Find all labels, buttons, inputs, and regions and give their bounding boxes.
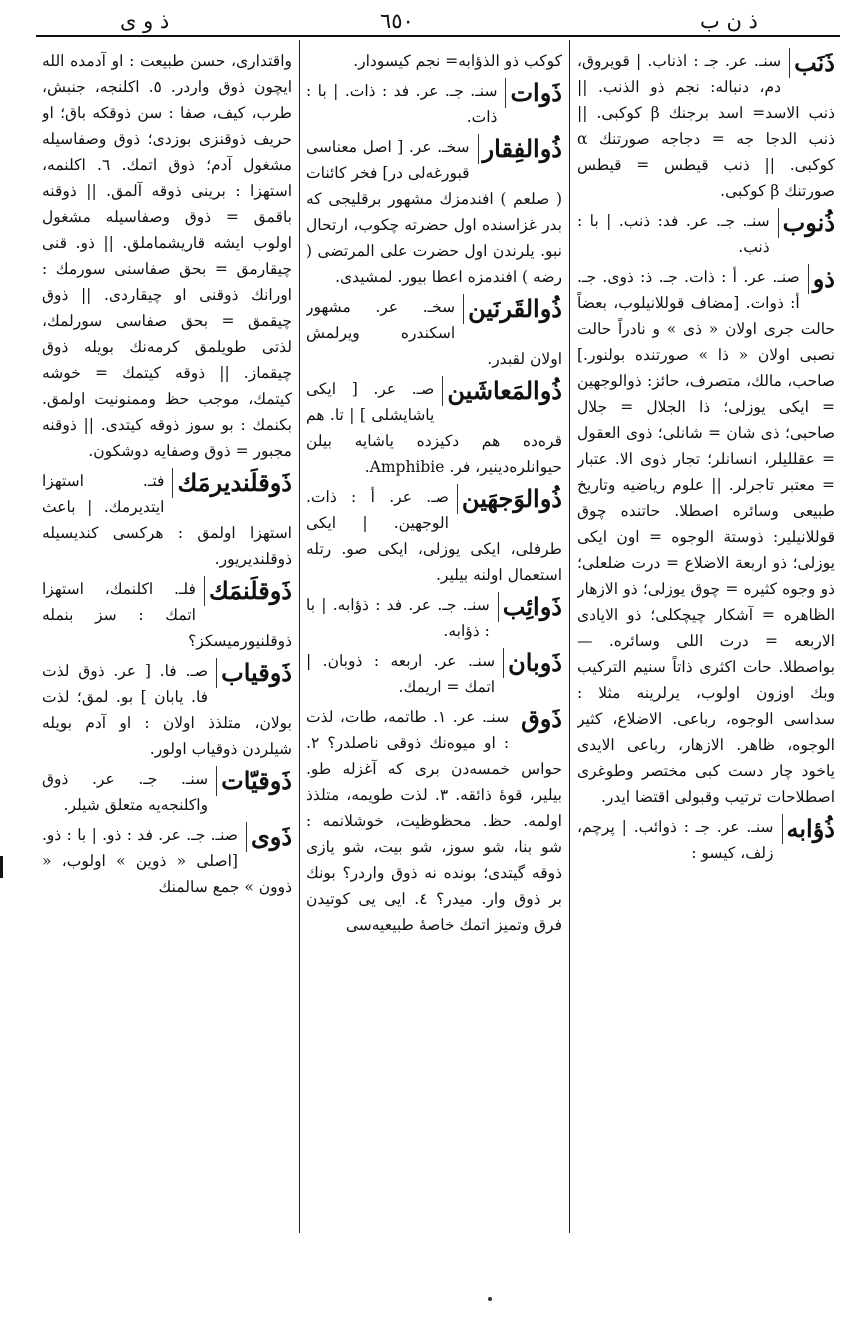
- entry-definition: سنـ. جـ. عر. فد : ذؤابه. | با : ذؤابه.: [306, 596, 490, 640]
- entry-definition: سنـ. جـ. عر. فد: ذنب. | با : ذنب.: [577, 212, 770, 256]
- header-rule: [36, 35, 840, 37]
- dictionary-entry: [306, 648, 562, 700]
- entry-headword: ذَوی: [246, 822, 292, 852]
- dictionary-entry: [577, 264, 835, 810]
- entry-headword: ذُوالفِقار: [478, 134, 562, 164]
- column-right: [577, 48, 835, 1228]
- dictionary-entry: [306, 78, 562, 130]
- entry-definition: صـ. عر. أ : ذات. الوجهین. | ایكی طرفلی، ایكی یوزلی، ایكی صو. رتله استعمال اولنه بیلیر.: [306, 488, 562, 584]
- dictionary-entry: [42, 658, 292, 762]
- entry-headword: ذُوالمَعاشَین: [442, 376, 562, 406]
- entry-headword: ذُوالقَرنَین: [463, 294, 562, 324]
- entry-definition: فلـ. اكلنمك، استهزا اتمك : سز بنمله ذوقلنیورمیسكز؟: [42, 580, 292, 650]
- dictionary-entry: [577, 814, 835, 866]
- entry-headword: ذَوق: [521, 704, 562, 733]
- entry-definition: كوكب ذو الذؤابه= نجم كیسودار.: [353, 52, 562, 70]
- running-header-right: ذ ن ب: [700, 9, 758, 33]
- entry-definition: سنـ. جـ. عر. ذوق واكلنجه‌یه متعلق شیلر.: [42, 770, 209, 814]
- entry-definition: سخـ. عر. مشهور اسكندره ویرلمش اولان لقبدر.: [306, 298, 562, 368]
- entry-headword: ذَوبان: [503, 648, 562, 678]
- column-divider-right: [569, 40, 570, 1233]
- entry-definition: واقتداری، حسن طبیعت : او آدمده الله ایچون ذوق واردر. ٥. اكلنجه، جنبش، طرب، كیف، صفا : سن ذوقكه باق؛ او حریف ذوقنزی بوزدی؛ ذوق وصفاسیله مشغول آدم؛ ذوق اتمك. ٦. اكلنمه، استهزا : برینی ذوقه آلمق. || ذوقنه باقمق = ذوق وصفاسیله مشغول اولوب ایشه قاریشماملق. || ذو. قنی چیقارمق = بحق صفاسنی سورمك : اورانك ذوقنی او چیقاردی. || ذوق چیقمق = بحق صفاسی سورلمك، لذتی طویلمق كرمه‌نك بویله ذوق چیقماز. || ذوقه كیتمك = خوشه كیتمك، موجب حظ وممنونیت اولمق. بكنمك : بو سوز ذوقه كیتدی. || ذوقنه مجبور = ذوق وصفایه دوشكون.: [42, 52, 292, 460]
- entry-definition: سنـ. عر. جـ : اذناب. | قویروق، دم، دنباله: نجم ذو الذنب. || ذنب الاسد= اسد برجنك β كوكبی. || ذنب الدجا جه = دجاجه صورتنك α كوكبی. || ذنب قیطس = قیطس صورتنك β كوكبی.: [577, 52, 835, 200]
- entry-headword: ذُؤابه: [782, 814, 836, 844]
- entry-headword: ذَوات: [505, 78, 562, 108]
- footer-dot: [488, 1297, 492, 1301]
- entry-headword: ذَوائِب: [498, 592, 562, 622]
- entry-headword: ذَوقیّات: [216, 766, 292, 796]
- entry-headword: ذَوقیاب: [216, 658, 292, 688]
- dictionary-entry: [306, 704, 562, 938]
- entry-headword: ذو: [808, 264, 835, 294]
- dictionary-entry: [42, 576, 292, 654]
- dictionary-entry-continued: [306, 48, 562, 74]
- entry-definition: صنـ. جـ. عر. فد : ذو. | با : ذو. [اصلی « ذوین » اولوب، « ذوون » جمع سالمنك: [42, 826, 292, 896]
- column-middle: [306, 48, 562, 1228]
- page-number: ٦٥٠: [380, 9, 414, 33]
- dictionary-entry: [306, 484, 562, 588]
- entry-definition: صنـ. عر. أ : ذات. جـ. ذ: ذوی. جـ. أ: ذوات. [مضاف قوللانیلوب، بعضاً حالت جری اولان « ذی » و نادراً حالت نصبی اولان « ذا » صورتنده بولنور.] صاحب، مالك، متصرف، حائز: ذوالوجهین = ایكی یوزلی؛ ذا الجلال = جلال صاحبی؛ ذی شان = شانلی؛ ذوی العقول = عقللیلر، انسانلر؛ تجار ذوی الا. عتبار = معتبر تاجرلر. || علوم ریاضیه وتاریخ طبیعی وسائره اصطلا. حاتنده چوق قوللانیلیر: ذوستة الوجوه = اون ایكی یوزلی؛ ذو اربعة الاضلاع = درت ضلعلی؛ ذو وجوه كثیره = چوق یوزلی؛ ذو الازهار الظاهره = آشكار چیچكلی؛ ذو الایادی الاربعه = درت اللی وسائره. — بواصطلا. حات اكثری ذاتاً سنیم التركیب وبك اوزون اولوب، یرلرینه مثلا : سداسی الوجوه، رباعی. الاضلاع، كثیر الوجوه، ظاهر. الازهار، رباعی الایدی یاخود چار دست كبی مختصر وطوغری اصطلاحات ترتیب وقبولی اقتضا ایدر.: [577, 268, 835, 806]
- edge-mark: [0, 856, 3, 878]
- dictionary-entry: [306, 376, 562, 480]
- dictionary-entry: [42, 468, 292, 572]
- entry-definition: سنـ. عر. ١. طاتمه، طات، لذت : او میوه‌نك ذوقی ناصلدر؟ ٢. حواس خمسه‌دن بری كه آغزله طو. بیلیر، قوهٔ ذائقه. ٣. لذت طویمه، متلذذ اولمه. حظ. محظوظیت، خوشلانمه : شو بنا، شو سوز، شو بیت، شو یازی ذوقه گیتدی؛ بونده نه ذوق واردر؟ بونك بر ذوق وار. میدر؟ ٤. ایی یی كوتیدن فرق وتمیز اتمك خاصهٔ طبیعیه‌سی: [306, 708, 562, 934]
- dictionary-entry-continued: [42, 48, 292, 464]
- entry-definition: صـ. عر. [ ایكی یاشایشلی ] | تا. هم قره‌ده هم دكیزده یاشایه بیلن حیوانلره‌دینیر، فر. Amphibie.: [306, 380, 562, 476]
- entry-definition: صـ. فا. [ عر. ذوق لذت فا. یابان ] بو. لمق؛ لذت بولان، متلذذ اولان : او آدم بویله شیلردن ذوقیاب اولور.: [42, 662, 292, 758]
- dictionary-entry: [577, 208, 835, 260]
- entry-headword: ذُنوب: [778, 208, 835, 238]
- entry-definition: سخـ. عر. [ اصل معناسی قبورغه‌لی در] فخر كائنات ( صلعم ) افندمزك مشهور برقلیجی كه بدر غزاسنده اول حضرته چكوب، ارتحال نبو. یلرندن اول حضرت علی المرتضی ( رضه ) افندمزه اعطا بیور. لمشیدی.: [306, 138, 562, 286]
- dictionary-entry: [42, 766, 292, 818]
- dictionary-entry: [306, 134, 562, 290]
- entry-headword: ذَنَب: [789, 48, 835, 78]
- entry-headword: ذَوقلَنمَك: [204, 576, 292, 606]
- entry-definition: سنـ. عر. جـ : ذوائب. | پرچم، زلف، كیسو :: [577, 818, 774, 862]
- entry-definition: سنـ. عر. اربعه : ذوبان. | اتمك = اریمك.: [306, 652, 496, 696]
- entry-definition: سنـ. جـ. عر. فد : ذات. | با : ذات.: [306, 82, 498, 126]
- running-header-left: ذ و ى: [120, 9, 170, 33]
- entry-headword: ذُوالوَجهَین: [457, 484, 562, 514]
- column-left: [42, 48, 292, 1228]
- column-divider-left: [299, 40, 300, 1233]
- dictionary-entry: [306, 592, 562, 644]
- dictionary-entry: [577, 48, 835, 204]
- entry-headword: ذَوقلَندیرمَك: [172, 468, 292, 498]
- dictionary-entry: [306, 294, 562, 372]
- dictionary-entry: [42, 822, 292, 900]
- entry-definition: فتـ. استهزا ایتدیرمك. | باعث استهزا اولمق : هركسی كندیسیله ذوقلندیریور.: [42, 472, 292, 568]
